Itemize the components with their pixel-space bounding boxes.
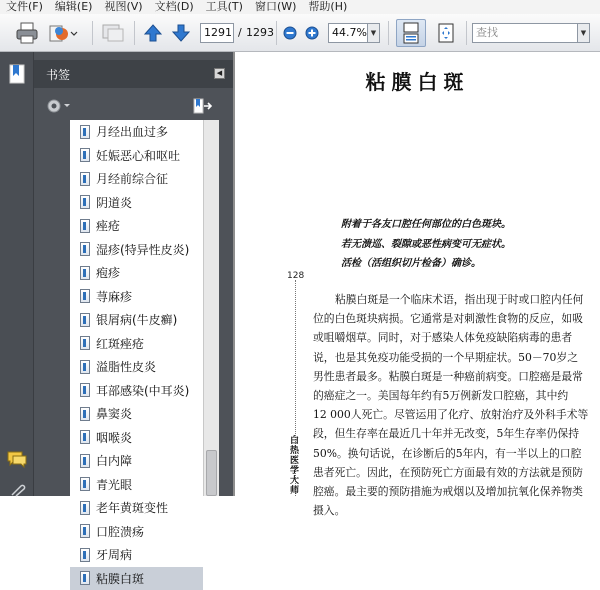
epigraph-line-3: 活检（活组织切片检备）确诊。	[341, 254, 481, 269]
bookmark-tree	[70, 120, 203, 496]
bookmark-label: 牙周病	[96, 546, 132, 563]
bookmark-page-icon	[80, 195, 90, 209]
comment-disabled-icon	[101, 22, 125, 44]
bookmark-page-icon	[80, 477, 90, 491]
menu-item[interactable]: 帮助(H)	[302, 0, 353, 14]
plus-circle-icon	[305, 26, 319, 40]
bookmark-item[interactable]	[70, 496, 203, 520]
page-total: 1293	[246, 23, 274, 43]
arrow-down-icon	[171, 23, 191, 43]
bookmark-item[interactable]	[70, 144, 203, 168]
bookmark-item[interactable]	[70, 167, 203, 191]
body-line: 50%。换句话说，在诊断后的5年内，有一半以上的口腔	[313, 444, 598, 463]
bookmark-label: 老年黄斑变性	[96, 499, 168, 516]
bookmark-item[interactable]	[70, 520, 203, 544]
bookmark-label: 月经前综合征	[96, 170, 168, 187]
minus-circle-icon	[283, 26, 297, 40]
chevron-down-icon: ▼	[581, 29, 586, 37]
comment-button[interactable]	[98, 19, 128, 47]
bookmark-item[interactable]	[70, 449, 203, 473]
panel-options-button[interactable]	[214, 68, 225, 79]
bookmark-page-icon	[80, 266, 90, 280]
arrow-up-icon	[143, 23, 163, 43]
bookmark-page-icon	[80, 125, 90, 139]
article-title: 粘膜白斑	[235, 66, 600, 95]
menu-item[interactable]: 文档(D)	[149, 0, 200, 14]
menu-item[interactable]: 窗口(W)	[249, 0, 302, 14]
bookmark-scrollbar[interactable]	[203, 120, 219, 496]
expand-bookmark-icon	[192, 97, 212, 115]
bookmark-label: 溢脂性皮炎	[96, 358, 156, 375]
zoom-input[interactable]: 44.7%	[328, 23, 368, 43]
bookmark-page-icon	[80, 289, 90, 303]
chevron-down-icon: ▼	[371, 29, 376, 37]
zoom-out-button[interactable]	[282, 19, 298, 47]
body-line: 男性患者最多。粘膜白斑是一种癌前病变。口腔癌是最常	[313, 367, 598, 386]
bookmark-label: 银屑病(牛皮癣)	[96, 311, 177, 328]
bookmark-page-icon	[80, 407, 90, 421]
panel-title: 书签	[46, 66, 70, 83]
body-line: 说，也是其免疫功能受损的一个早期症状。50－70岁之	[313, 348, 598, 367]
gear-icon	[46, 98, 70, 114]
body-line: 腔癌。最主要的预防措施为戒烟以及增加抗氧化保养物类	[313, 482, 598, 501]
bookmark-label: 月经出血过多	[96, 123, 168, 140]
body-line: 摄入。	[313, 501, 598, 520]
bookmark-page-icon	[80, 383, 90, 397]
printer-icon	[15, 22, 39, 44]
bookmarks-toolbar	[34, 92, 233, 120]
bookmark-page-icon	[80, 172, 90, 186]
bookmark-item[interactable]	[70, 402, 203, 426]
document-view[interactable]	[233, 52, 600, 496]
bookmark-item[interactable]	[70, 120, 203, 144]
bookmark-item[interactable]	[70, 191, 203, 215]
zoom-dropdown[interactable]	[368, 23, 380, 43]
bookmark-page-icon	[80, 524, 90, 538]
bookmark-label: 鼻窦炎	[96, 405, 132, 422]
bookmark-page-icon	[80, 336, 90, 350]
bookmark-page-icon	[80, 454, 90, 468]
bookmark-label: 青光眼	[96, 476, 132, 493]
options-button[interactable]	[46, 98, 70, 117]
menu-item[interactable]: 工具(T)	[200, 0, 249, 14]
bookmark-item[interactable]	[70, 473, 203, 497]
paperclip-icon	[9, 484, 25, 496]
bookmark-item[interactable]	[70, 238, 203, 262]
bookmark-item[interactable]	[70, 543, 203, 567]
bookmark-label: 白内障	[96, 452, 132, 469]
bookmark-item[interactable]	[70, 567, 203, 590]
side-running-title: 白热医学大师	[290, 436, 300, 496]
bookmarks-header	[34, 60, 233, 88]
bookmark-icon	[9, 64, 25, 84]
bookmark-page-icon	[80, 219, 90, 233]
scrollbar-thumb[interactable]	[206, 450, 217, 496]
body-line: 或咀嚼烟草。同时，对于感染人体免疫缺陷病毒的患者	[313, 328, 598, 347]
bookmark-label: 妊娠恶心和呕吐	[96, 147, 180, 164]
page-number: 128	[287, 271, 304, 281]
bookmark-label: 粘膜白斑	[96, 570, 144, 587]
triangle-left-icon: ◀	[217, 69, 222, 77]
bookmarks-panel-button[interactable]	[9, 64, 25, 87]
bookmark-page-icon	[80, 571, 90, 585]
pane-icon-strip	[0, 52, 34, 496]
toolbar	[0, 14, 600, 52]
bookmark-page-icon	[80, 430, 90, 444]
bookmark-item[interactable]	[70, 355, 203, 379]
body-line: 位的白色斑块病损。它通常是对刺激性食物的反应，如吸	[313, 309, 598, 328]
body-line: 患者死亡。因此，在预防死亡方面最有效的方法就是预防	[313, 463, 598, 482]
navigation-pane	[0, 52, 233, 496]
epigraph-line-1: 附着于各友口腔任何部位的白色斑块。	[341, 215, 511, 230]
bookmark-page-icon	[80, 148, 90, 162]
fit-page-icon	[436, 22, 456, 44]
bookmark-page-icon	[80, 360, 90, 374]
menu-bar	[0, 0, 600, 14]
zoom-in-button[interactable]	[304, 19, 320, 47]
attachments-panel-button[interactable]	[9, 484, 25, 499]
page-scroll-icon	[402, 22, 420, 44]
fit-page-button[interactable]	[432, 19, 460, 47]
bookmark-label: 湿疹(特异性皮炎)	[96, 241, 189, 258]
bookmark-label: 阴道炎	[96, 194, 132, 211]
bookmark-label: 痤疮	[96, 217, 120, 234]
bookmark-item[interactable]	[70, 308, 203, 332]
expand-bookmark-button[interactable]	[192, 97, 212, 118]
search-input[interactable]: 查找	[472, 23, 578, 43]
bookmark-item[interactable]	[70, 261, 203, 285]
page-separator: /	[238, 23, 242, 43]
comment-icon	[7, 450, 27, 468]
page-number-input[interactable]: 1291	[200, 23, 234, 43]
bookmark-item[interactable]	[70, 214, 203, 238]
next-page-button[interactable]	[170, 19, 192, 47]
comments-panel-button[interactable]	[7, 450, 27, 471]
collaborate-button[interactable]	[46, 19, 80, 47]
bookmark-page-icon	[80, 313, 90, 327]
bookmark-item[interactable]	[70, 285, 203, 309]
article-body	[313, 290, 598, 520]
bookmark-item[interactable]	[70, 379, 203, 403]
collaborate-icon	[48, 22, 78, 44]
bookmark-label: 荨麻疹	[96, 288, 132, 305]
bookmark-label: 红斑痤疮	[96, 335, 144, 352]
body-line: 粘膜白斑是一个临床术语，指出现于时或口腔内任何	[313, 290, 598, 309]
document-page	[235, 52, 600, 496]
menu-item[interactable]: 视图(V)	[98, 0, 148, 14]
menu-item[interactable]: 文件(F)	[0, 0, 49, 14]
menu-item[interactable]: 编辑(E)	[49, 0, 99, 14]
bookmark-page-icon	[80, 501, 90, 515]
body-line: 12 000人死亡。尽管运用了化疗、放射治疗及外科手术等	[313, 405, 598, 424]
body-line: 的癌症之一。美国每年约有5万例新发口腔癌，其中约	[313, 386, 598, 405]
bookmark-item[interactable]	[70, 426, 203, 450]
bookmark-label: 咽喉炎	[96, 429, 132, 446]
bookmark-page-icon	[80, 242, 90, 256]
print-button[interactable]	[12, 19, 42, 47]
bookmark-label: 疱疹	[96, 264, 120, 281]
bookmark-label: 口腔溃疡	[96, 523, 144, 540]
search-dropdown[interactable]	[578, 23, 590, 43]
bookmark-page-icon	[80, 548, 90, 562]
bookmark-item[interactable]	[70, 332, 203, 356]
previous-page-button[interactable]	[142, 19, 164, 47]
scrolling-mode-button[interactable]	[396, 19, 426, 47]
body-line: 段，但生存率在最近几十年并无改变，5年生存率仍保持	[313, 424, 598, 443]
bookmark-label: 耳部感染(中耳炎)	[96, 382, 189, 399]
epigraph-line-2: 若无溃巡、裂隙或恶性病变可无症状。	[341, 235, 511, 250]
